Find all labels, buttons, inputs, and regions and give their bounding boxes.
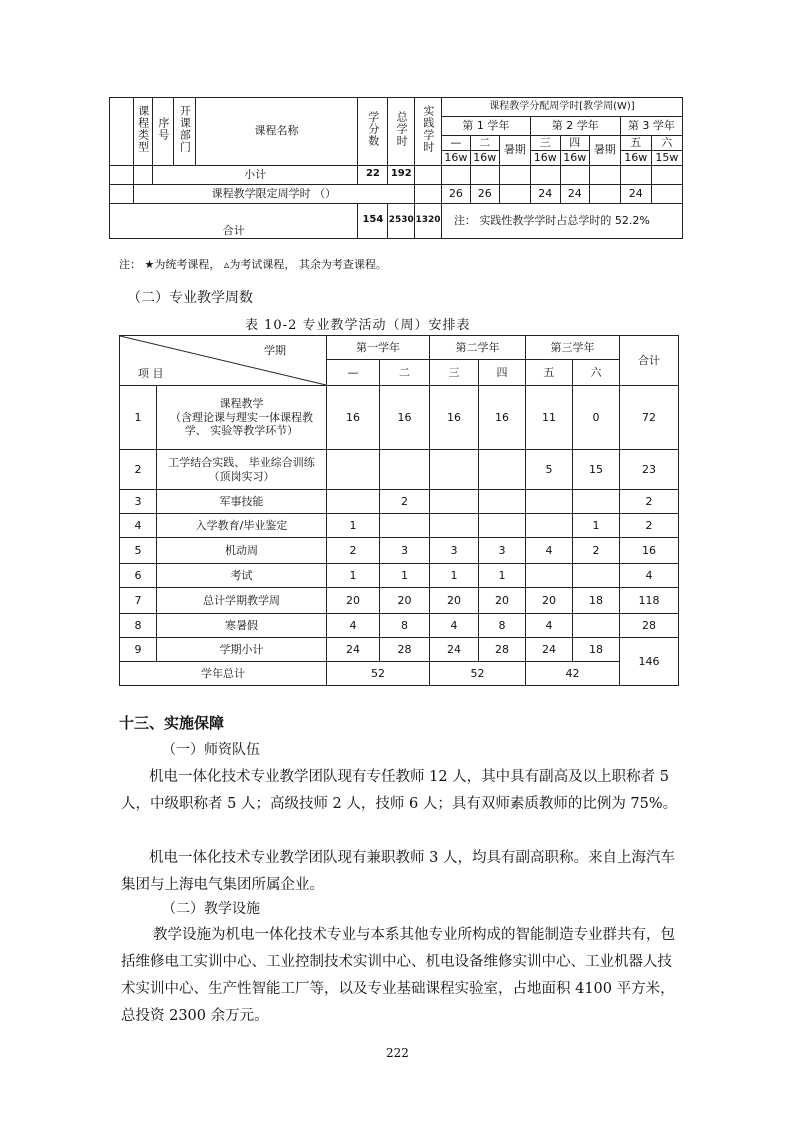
header-seq: 序号 [152, 98, 173, 166]
diagonal-header [120, 336, 327, 386]
subheading-facilities: （二）教学设施 [162, 901, 260, 917]
row-number: 6 [120, 564, 157, 588]
row-value: 28 [380, 638, 430, 662]
header-sem5: 五 16w [620, 136, 651, 166]
paragraph-teachers-fulltime: 机电一体化技术专业教学团队现有专任教师 12 人，其中具有副高及以上职称者 5 人，中级职称者 5 人；高级技师 2 人，技师 6 人；具有双师素质教师的比例为 75%。 [121, 769, 678, 812]
row-value: 3 [430, 538, 479, 564]
section-heading-weeks: （二）专业教学周数 [127, 290, 253, 306]
header-sem4: 四 16w [560, 136, 589, 166]
header-summer1: 暑期 [499, 136, 530, 166]
row-value: 1 [327, 564, 380, 588]
header-summer2: 暑期 [589, 136, 620, 166]
semester-header: 四 [479, 360, 526, 386]
row-number: 3 [120, 490, 157, 514]
total-row [110, 203, 683, 238]
year-total-value: 52 [327, 662, 430, 686]
row-value: 3 [479, 538, 526, 564]
row-value [573, 490, 620, 514]
row-total: 118 [620, 588, 679, 614]
header-total-hours: 总学时 [388, 98, 415, 166]
row-value [430, 490, 479, 514]
table-note: 注： ★为统考课程， ▵为考试课程， 其余为考查课程。 [119, 258, 387, 271]
row-value: 18 [573, 638, 620, 662]
row-value: 20 [479, 588, 526, 614]
row-value [380, 450, 430, 490]
header-sem2: 二 16w [470, 136, 499, 166]
row-value: 4 [430, 614, 479, 638]
row-value: 5 [526, 450, 573, 490]
row-value: 24 [430, 638, 479, 662]
year-total-value: 52 [430, 662, 526, 686]
header-total: 合计 [620, 336, 679, 386]
row-value: 4 [526, 614, 573, 638]
row-total: 23 [620, 450, 679, 490]
row-value: 16 [327, 386, 380, 450]
table-row [120, 638, 679, 662]
header-sem6: 六 15w [651, 136, 682, 166]
row-value [573, 614, 620, 638]
row-value: 16 [430, 386, 479, 450]
row-value: 1 [430, 564, 479, 588]
header-course-name: 课程名称 [195, 98, 358, 166]
header-year3: 第三学年 [526, 336, 620, 360]
paragraph-teachers-parttime: 机电一体化技术专业教学团队现有兼职教师 3 人，均具有副高职称。来自上海汽车集团与上海电气集团所属企业。 [121, 850, 675, 893]
row-total: 4 [620, 564, 679, 588]
row-value: 20 [430, 588, 479, 614]
row-total: 2 [620, 490, 679, 514]
section-13-heading: 十三、实施保障 [119, 714, 225, 732]
table-row [120, 386, 679, 450]
total-hours: 2530 [388, 203, 415, 238]
row-number: 5 [120, 538, 157, 564]
row-value: 11 [526, 386, 573, 450]
semester-header: — [327, 360, 380, 386]
header-year3: 第 3 学年 [620, 117, 682, 136]
limit-value: 26 [470, 184, 499, 203]
year-total-value: 42 [526, 662, 620, 686]
row-item: 工学结合实践、 毕业综合训练 （顶岗实习） [157, 450, 327, 490]
header-dept: 开课部门 [174, 98, 195, 166]
row-value [479, 450, 526, 490]
row-value: 8 [380, 614, 430, 638]
header-practice-hours: 实践学时 [415, 98, 442, 166]
row-value [526, 490, 573, 514]
row-item: 考试 [157, 564, 327, 588]
row-value [430, 450, 479, 490]
total-practice: 1320 [415, 203, 442, 238]
header-category: 课程类型 [133, 98, 152, 166]
row-value: 1 [479, 564, 526, 588]
table-row [120, 490, 679, 514]
row-value: 1 [573, 514, 620, 538]
row-value: 1 [380, 564, 430, 588]
limit-value: 26 [441, 184, 470, 203]
row-value [380, 514, 430, 538]
header-year2: 第二学年 [430, 336, 526, 360]
row-value: 2 [327, 538, 380, 564]
row-value: 4 [327, 614, 380, 638]
header-year2: 第 2 学年 [530, 117, 620, 136]
row-value [573, 564, 620, 588]
diag-item-label: 项 目 [138, 367, 164, 381]
limit-value: 24 [560, 184, 589, 203]
row-value: 16 [380, 386, 430, 450]
course-hours-table [109, 97, 683, 239]
row-value: 0 [573, 386, 620, 450]
row-value [526, 514, 573, 538]
table-row [120, 514, 679, 538]
row-value [430, 514, 479, 538]
year-total-label: 学年总计 [120, 662, 327, 686]
row-value: 2 [380, 490, 430, 514]
row-value: 20 [526, 588, 573, 614]
semester-header: 六 [573, 360, 620, 386]
row-item: 机动周 [157, 538, 327, 564]
row-item: 学期小计 [157, 638, 327, 662]
table-row [120, 614, 679, 638]
row-total: 16 [620, 538, 679, 564]
subtotal-label: 小计 [152, 165, 358, 184]
paragraph-facilities: 教学设施为机电一体化技术专业与本系其他专业所构成的智能制造专业群共有，包括维修电工实训中心、工业控制技术实训中心、机电设备维修实训中心、工业机器人技术实训中心、生产性智能工厂等，以及专业基础课程实验室，占地面积 4100 平方米，总投资 2300 余万元。 [121, 927, 675, 1024]
subtotal-row [110, 165, 683, 184]
row-total: 146 [620, 638, 679, 686]
header-sem3: 三 16w [530, 136, 560, 166]
row-value: 24 [327, 638, 380, 662]
row-item: 军事技能 [157, 490, 327, 514]
row-item: 寒暑假 [157, 614, 327, 638]
total-credits: 154 [358, 203, 388, 238]
row-number: 9 [120, 638, 157, 662]
semester-header: 二 [380, 360, 430, 386]
row-value: 2 [573, 538, 620, 564]
row-number: 8 [120, 614, 157, 638]
row-value [479, 514, 526, 538]
row-value: 20 [380, 588, 430, 614]
row-value: 15 [573, 450, 620, 490]
semester-header: 五 [526, 360, 573, 386]
header-sem1: — 16w [441, 136, 470, 166]
row-value: 3 [380, 538, 430, 564]
row-number: 1 [120, 386, 157, 450]
total-label: 合计 [110, 203, 358, 238]
row-value [327, 450, 380, 490]
header-year1: 第 1 学年 [441, 117, 530, 136]
header-distribution: 课程教学分配周学时[教学周(W)] [441, 98, 682, 117]
table-row [120, 588, 679, 614]
row-value: 28 [479, 638, 526, 662]
row-item: 课程教学 （含理论课与理实一体课程教学、 实验等教学环节） [157, 386, 327, 450]
row-value: 24 [526, 638, 573, 662]
limit-value: 24 [620, 184, 651, 203]
teaching-weeks-table [119, 335, 679, 686]
row-value: 1 [327, 514, 380, 538]
table-row [120, 538, 679, 564]
year-total-row [120, 662, 679, 686]
row-number: 7 [120, 588, 157, 614]
row-value [327, 490, 380, 514]
row-value: 18 [573, 588, 620, 614]
table-row [120, 564, 679, 588]
diag-semester-label: 学期 [264, 344, 286, 357]
row-value: 16 [479, 386, 526, 450]
total-note: 注： 实践性教学学时占总学时的 52.2% [441, 203, 682, 238]
row-number: 4 [120, 514, 157, 538]
row-item: 入学教育/毕业鉴定 [157, 514, 327, 538]
table-caption: 表 10-2 专业教学活动（周）安排表 [245, 318, 471, 333]
row-item: 总计学期教学周 [157, 588, 327, 614]
row-value [479, 490, 526, 514]
table-row [120, 450, 679, 490]
row-value [526, 564, 573, 588]
limit-label: 课程教学限定周学时 （） [133, 184, 415, 203]
row-total: 2 [620, 514, 679, 538]
row-total: 28 [620, 614, 679, 638]
row-value: 8 [479, 614, 526, 638]
limit-row [110, 184, 683, 203]
row-value: 4 [526, 538, 573, 564]
limit-value: 24 [530, 184, 560, 203]
subheading-teachers: （一）师资队伍 [162, 742, 260, 758]
subtotal-credits: 22 [358, 165, 388, 184]
row-total: 72 [620, 386, 679, 450]
row-value: 20 [327, 588, 380, 614]
header-year1: 第一学年 [327, 336, 430, 360]
row-number: 2 [120, 450, 157, 490]
semester-header: 三 [430, 360, 479, 386]
subtotal-hours: 192 [388, 165, 415, 184]
header-credits: 学分数 [358, 98, 388, 166]
page-number: 222 [386, 1046, 409, 1060]
